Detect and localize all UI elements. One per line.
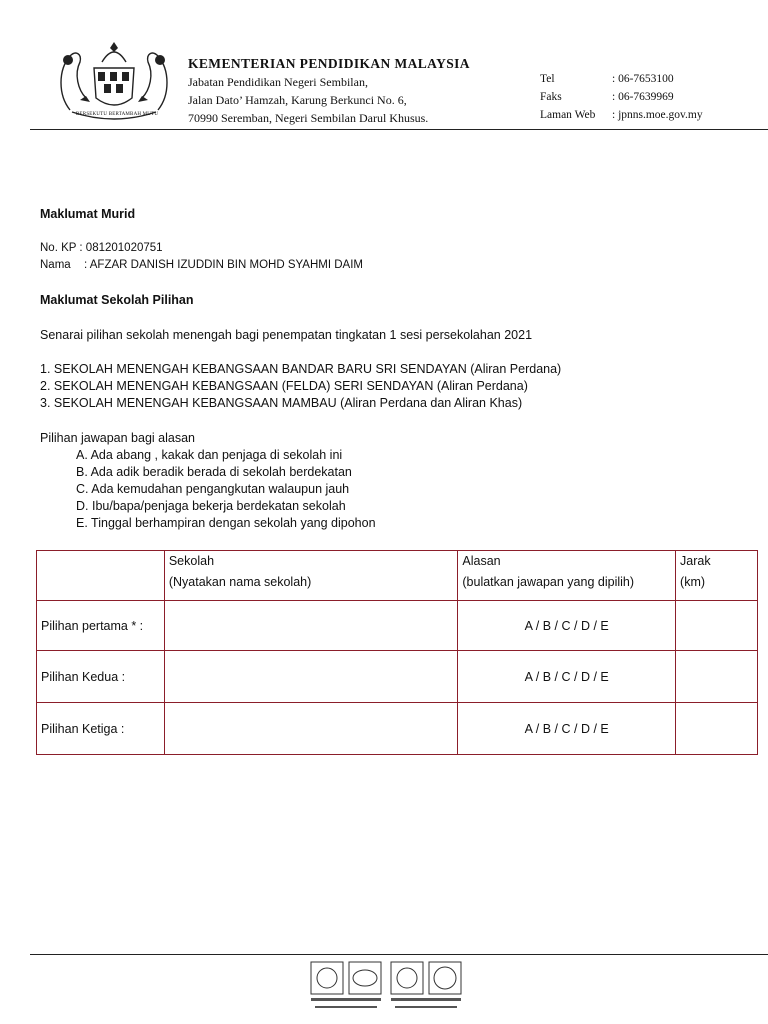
address-line-2: Jalan Dato’ Hamzah, Karung Berkunci No. 6, <box>188 93 407 107</box>
header-distance-cell <box>676 551 758 601</box>
header-empty-cell <box>37 551 165 601</box>
ministry-name: KEMENTERIAN PENDIDIKAN MALAYSIA <box>188 56 470 71</box>
tel-value: : 06-7653100 <box>612 73 674 85</box>
certification-logos <box>305 958 465 1016</box>
reason-options[interactable]: A / B / C / D / E <box>458 601 676 651</box>
web-label: Laman Web <box>540 109 596 121</box>
school-name-field[interactable] <box>164 601 458 651</box>
header-divider <box>30 129 768 130</box>
school-name-field[interactable] <box>164 651 458 703</box>
header-reason: Alasan <box>462 554 501 568</box>
school-option-1: 1. SEKOLAH MENENGAH KEBANGSAAN BANDAR BARU SRI SENDAYAN (Aliran Perdana) <box>40 362 562 376</box>
school-name-field[interactable] <box>164 703 458 755</box>
school-heading: Maklumat Sekolah Pilihan <box>40 293 194 307</box>
reason-options[interactable]: A / B / C / D / E <box>458 703 676 755</box>
table-row <box>37 703 758 755</box>
reason-b: B. Ada adik beradik berada di sekolah berdekatan <box>76 465 352 479</box>
school-option-2: 2. SEKOLAH MENENGAH KEBANGSAAN (FELDA) SERI SENDAYAN (Aliran Perdana) <box>40 379 528 393</box>
row-label: Pilihan Ketiga : <box>37 703 165 755</box>
fax-value: : 06-7639969 <box>612 91 674 103</box>
distance-field[interactable] <box>676 651 758 703</box>
header-school-cell <box>164 551 458 601</box>
header-reason-cell <box>458 551 676 601</box>
table-row <box>37 651 758 703</box>
footer-divider <box>30 954 768 955</box>
student-name-label: Nama <box>40 259 71 271</box>
header-school-sub: (Nyatakan nama sekolah) <box>168 575 312 589</box>
table-header-row <box>37 551 758 601</box>
fax-label: Faks <box>540 91 562 103</box>
reasons-heading: Pilihan jawapan bagi alasan <box>40 431 195 445</box>
tel-label: Tel <box>540 73 555 85</box>
header-distance-sub: (km) <box>680 575 706 589</box>
address-line-1: Jabatan Pendidikan Negeri Sembilan, <box>188 75 368 89</box>
distance-field[interactable] <box>676 703 758 755</box>
school-choice-table <box>36 550 758 755</box>
school-option-3: 3. SEKOLAH MENENGAH KEBANGSAAN MAMBAU (Aliran Perdana dan Aliran Khas) <box>40 396 523 410</box>
address-line-3: 70990 Seremban, Negeri Sembilan Darul Khusus. <box>188 111 429 125</box>
distance-field[interactable] <box>676 601 758 651</box>
reason-e: E. Tinggal berhampiran dengan sekolah yang dipohon <box>76 516 376 530</box>
reason-options[interactable]: A / B / C / D / E <box>458 651 676 703</box>
header-school: Sekolah <box>168 554 215 568</box>
web-value: : jpnns.moe.gov.my <box>612 109 703 121</box>
student-kp: No. KP : 081201020751 <box>40 242 163 254</box>
header-reason-sub: (bulatkan jawapan yang dipilih) <box>462 575 635 589</box>
student-heading: Maklumat Murid <box>40 207 136 221</box>
table-row <box>37 601 758 651</box>
row-label: Pilihan Kedua : <box>37 651 165 703</box>
reason-d: D. Ibu/bapa/penjaga bekerja berdekatan sekolah <box>76 499 346 513</box>
crest-motto: BERSEKUTU BERTAMBAH MUTU <box>76 112 159 117</box>
student-name-value: : AFZAR DANISH IZUDDIN BIN MOHD SYAHMI DAIM <box>84 259 363 271</box>
row-label: Pilihan pertama * : <box>37 601 165 651</box>
header-distance: Jarak <box>680 554 711 568</box>
reason-a: A. Ada abang , kakak dan penjaga di sekolah ini <box>76 448 343 462</box>
reason-c: C. Ada kemudahan pengangkutan walaupun jauh <box>76 482 350 496</box>
school-intro: Senarai pilihan sekolah menengah bagi penempatan tingkatan 1 sesi persekolahan 2021 <box>40 328 533 342</box>
